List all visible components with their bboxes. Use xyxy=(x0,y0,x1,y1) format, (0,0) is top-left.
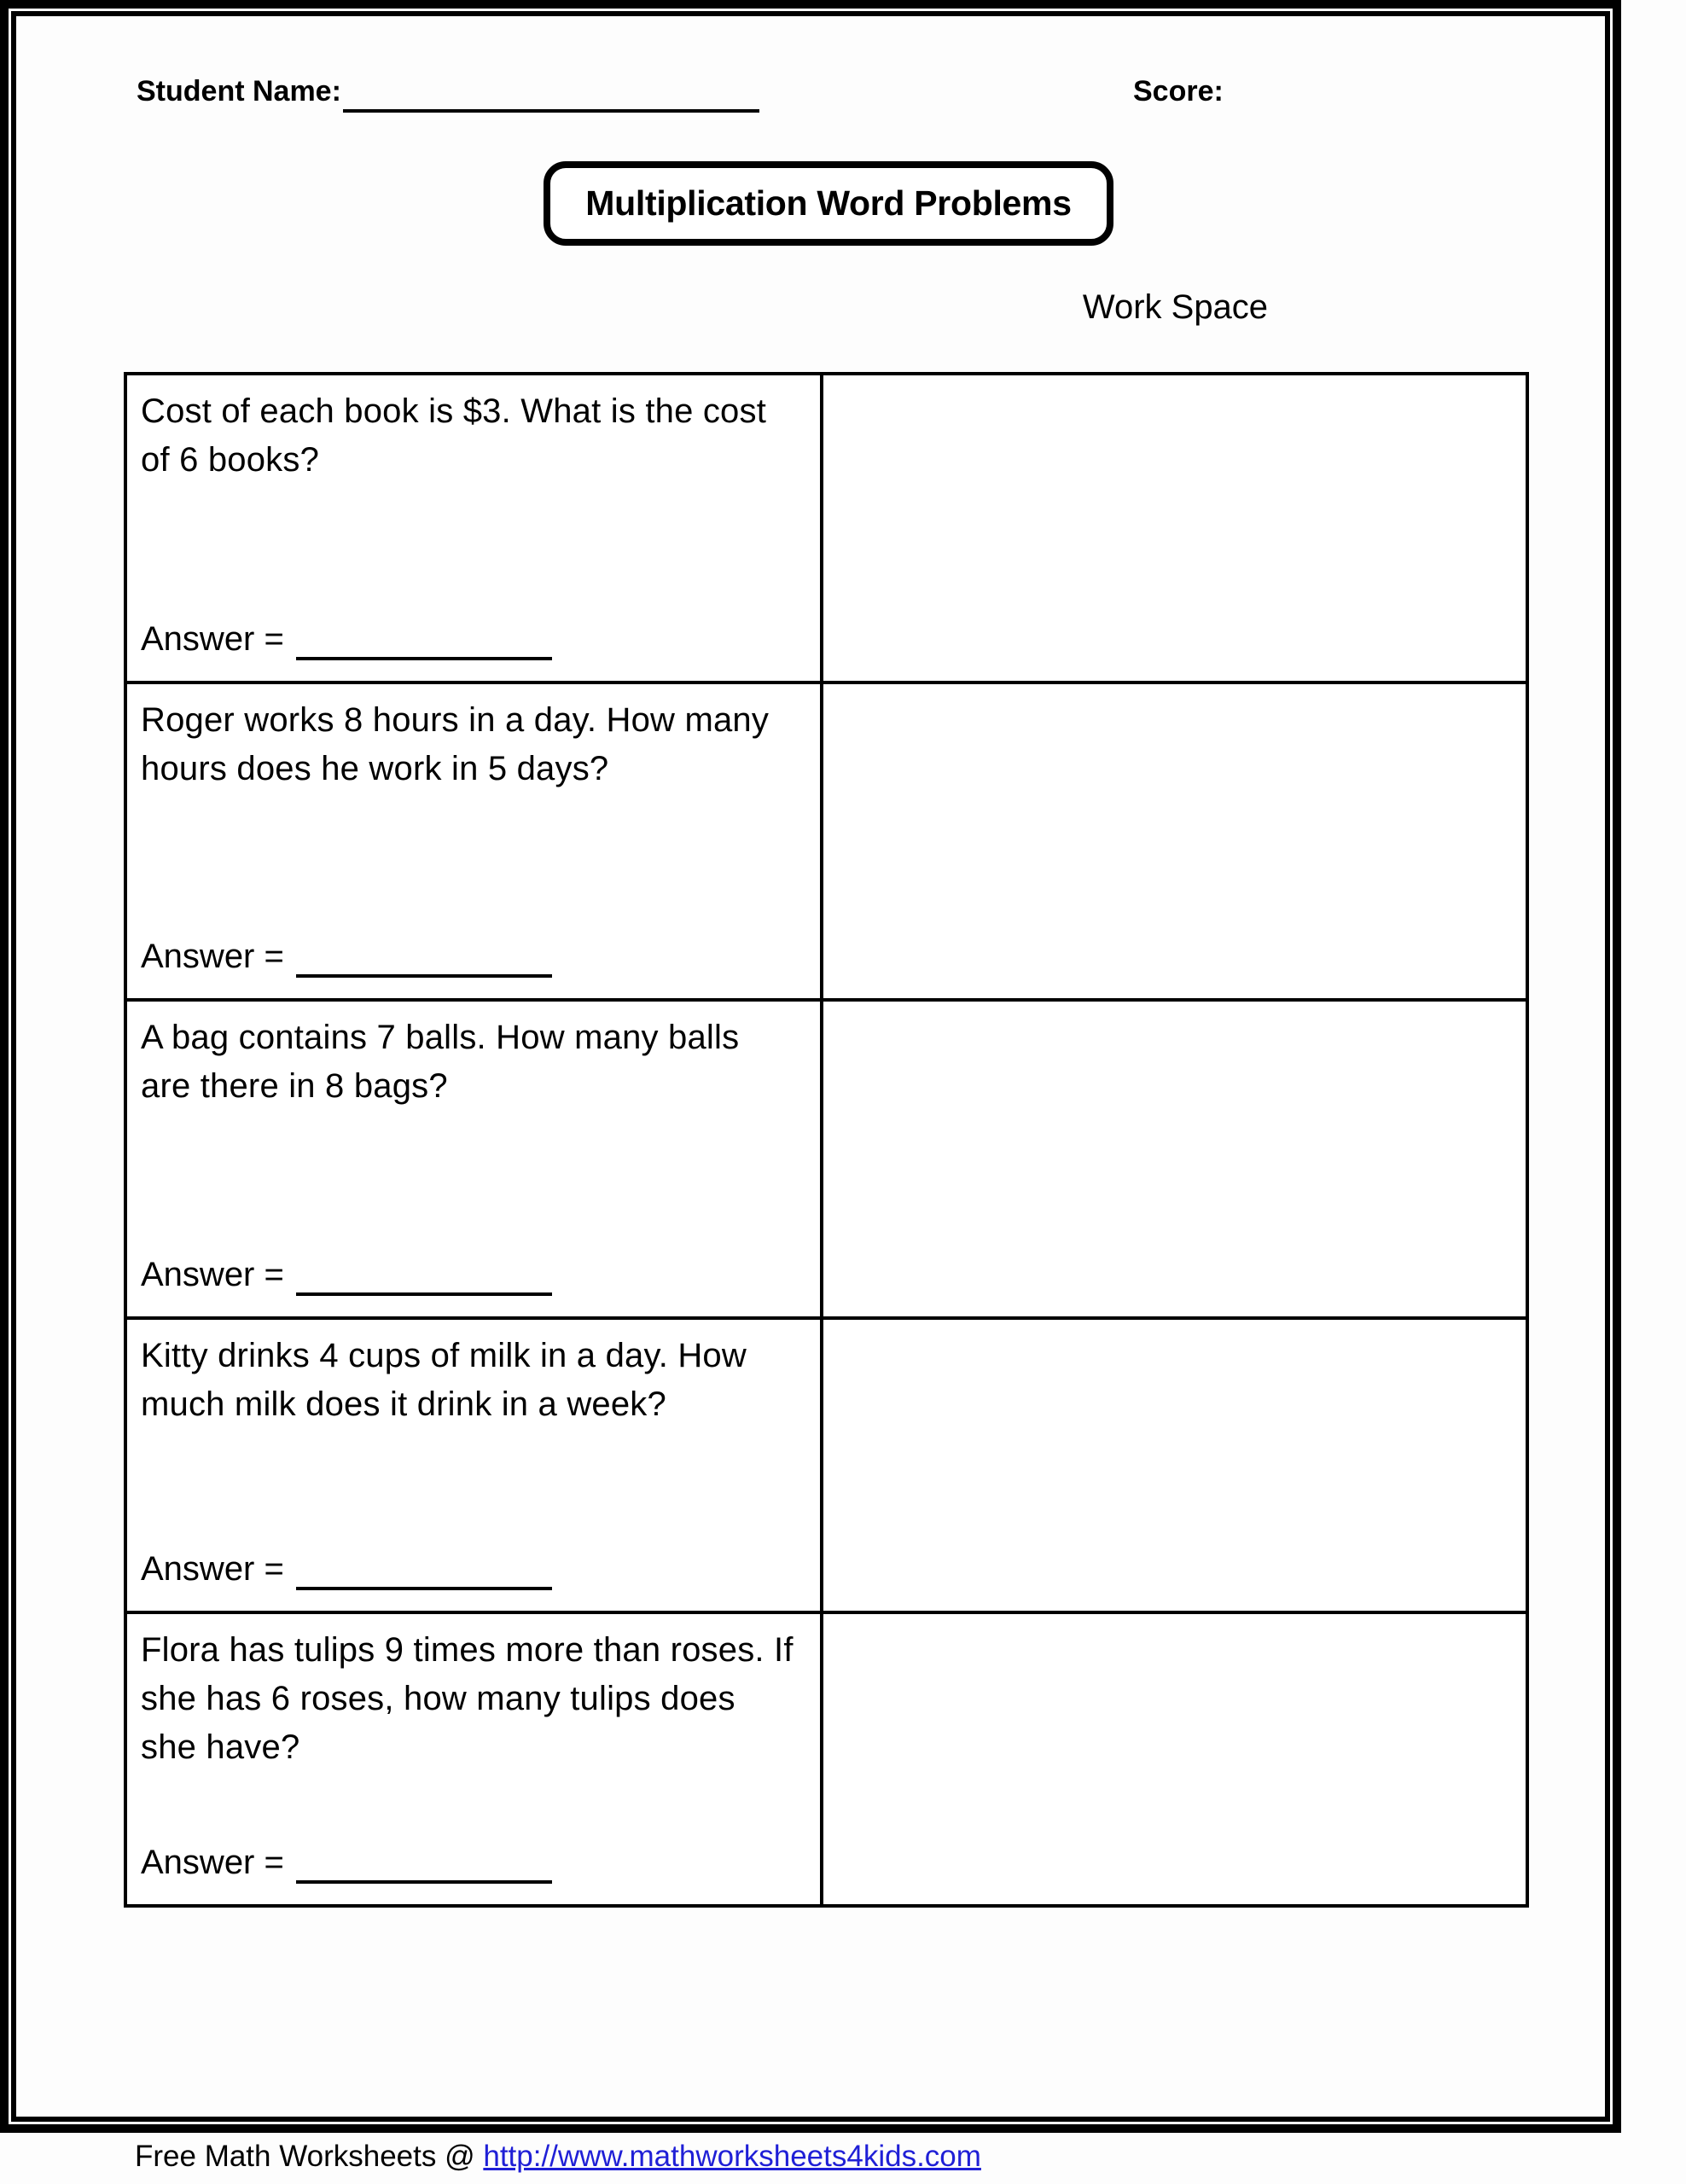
answer-label: Answer = xyxy=(141,620,284,658)
title-box xyxy=(544,161,1113,246)
problems-table xyxy=(124,372,1529,1908)
problem-cell-1 xyxy=(127,375,823,684)
workspace-cell-4 xyxy=(823,1320,1526,1614)
answer-label: Answer = xyxy=(141,1844,284,1881)
footer-link[interactable]: http://www.mathworksheets4kids.com xyxy=(483,2140,981,2173)
workspace-cell-2 xyxy=(823,684,1526,1002)
answer-blank-line xyxy=(296,1862,552,1884)
question-text: Kitty drinks 4 cups of milk in a day. How much milk does it drink in a week? xyxy=(141,1337,747,1423)
score-label: Score: xyxy=(1133,75,1224,107)
answer-blank-line xyxy=(296,638,552,660)
answer-label: Answer = xyxy=(141,1550,284,1588)
question-text: Flora has tulips 9 times more than roses. If she has 6 roses, how many tulips does she have? xyxy=(141,1631,794,1766)
footer xyxy=(135,2140,981,2174)
problem-cell-4 xyxy=(127,1320,823,1614)
question-text: Roger works 8 hours in a day. How many hours does he work in 5 days? xyxy=(141,701,770,787)
student-name-blank-line xyxy=(343,109,759,113)
answer-label: Answer = xyxy=(141,1256,284,1293)
workspace-cell-3 xyxy=(823,1002,1526,1320)
answer-label: Answer = xyxy=(141,938,284,975)
answer-row xyxy=(141,1844,552,1882)
answer-row xyxy=(141,938,552,976)
problem-cell-3 xyxy=(127,1002,823,1320)
answer-blank-line xyxy=(296,1568,552,1590)
answer-row xyxy=(141,1256,552,1294)
workspace-cell-1 xyxy=(823,375,1526,684)
page-title: Multiplication Word Problems xyxy=(585,183,1072,223)
footer-text: Free Math Worksheets @ xyxy=(135,2140,484,2173)
question-text: Cost of each book is $3. What is the cost of 6 books? xyxy=(141,392,767,479)
answer-blank-line xyxy=(296,1274,552,1296)
workspace-cell-5 xyxy=(823,1614,1526,1904)
problem-cell-2 xyxy=(127,684,823,1002)
answer-row xyxy=(141,620,552,659)
work-space-column-header: Work Space xyxy=(1082,288,1269,326)
problem-cell-5 xyxy=(127,1614,823,1904)
student-name-label: Student Name: xyxy=(137,75,341,107)
question-text: A bag contains 7 balls. How many balls are there in 8 bags? xyxy=(141,1019,740,1105)
answer-row xyxy=(141,1550,552,1589)
answer-blank-line xyxy=(296,956,552,978)
